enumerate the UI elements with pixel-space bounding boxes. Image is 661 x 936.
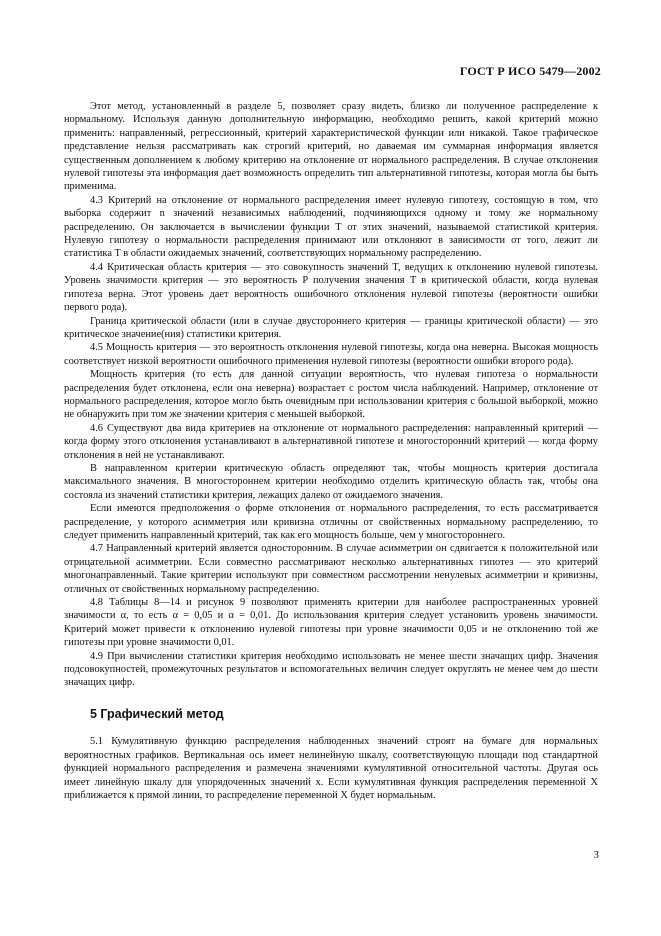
paragraph-4-5: 4.5 Мощность критерия — это вероятность отклонения нулевой гипотезы, когда она неверна. Высокая мощность соответствует низкой вероятности ошибочного применения нулевой гипотезы (вероятности ошибки второго рода). <box>64 342 598 367</box>
section-title: 5 Графический метод <box>90 706 224 721</box>
paragraph-4-8: 4.8 Таблицы 8—14 и рисунок 9 позволяют применять критерии для наиболее распространенных уровней значимости α, то есть α = 0,05 и α = 0,01. До использования критерия следует установить уровень значимости. Критерий может привести к отклонению нулевой гипотезы при уровне значимости 0,05 и не отклонению той же гипотезы при уровне значимости 0,01. <box>64 597 598 649</box>
paragraph-critical-boundary: Граница критической области (или в случае двустороннего критерия — границы критической области) — это критическое значение(ния) статистики критерия. <box>64 315 598 340</box>
paragraph-4-3: 4.3 Критерий на отклонение от нормального распределения имеет нулевую гипотезу, состоящую в том, что выборка содержит n значений независимых наблюдений, подчиняющихся одному и тому же нормальному распределению. Он заключается в вычислении функции T от этих значений, называемой статистикой критерия. Нулевую гипотезу о нормальности распределения принимают или отклоняют в зависимости от того, лежит ли статистика T в области ожидаемых значений, соответствующих нормальному распределению. <box>64 194 598 260</box>
paragraph-4-4: 4.4 Критическая область критерия — это совокупность значений T, ведущих к отклонению нулевой гипотезы. Уровень значимости критерия — это вероятность P получения значения T в критической области, когда нулевая гипотеза верна. Этот уровень дает вероятность ошибочного отклонения нулевой гипотезы (вероятности ошибки первого рода). <box>64 261 598 314</box>
paragraph-5-1: 5.1 Кумулятивную функцию распределения наблюденных значений строят на бумаге для нормальных вероятностных графиков. Вертикальная ось имеет нелинейную шкалу, соответствующую площади под стандартной функцией нормального распределения и размечена значениями кумулятивной относительной частоты. Другая ось имеет линейную шкалу для упорядоченных значений x. Если кумулятивная функция распределения переменной X приближается к прямой линии, то распределение переменной X будет нормальным. <box>64 736 598 801</box>
paragraph-4-9: 4.9 При вычислении статистики критерия необходимо использовать не менее шести значащих цифр. Значения подсовокупностей, промежуточных результатов и вспомогательных величин следует округлять не менее чем до шести значащих цифр. <box>64 650 598 689</box>
paragraph-directional: В направленном критерии критическую область определяют так, чтобы мощность критерия достигала максимального значения. В многостороннем критерии необходимо отделить критическую область так, чтобы она состояла из значений статистики критерия, лежащих далеко от ожидаемого значения. <box>64 462 598 501</box>
page-number: 3 <box>593 849 599 861</box>
paragraph-power: Мощность критерия (то есть для данной ситуации вероятность, что нулевая гипотеза о нормальности распределения будет отклонена, если она неверна) возрастает с ростом числа наблюдений. Например, отклонение от нормального распределения, которое могло быть очевидным при использовании критерия с большой выборкой, можно не обнаружить при том же значении критерия с меньшей выборкой. <box>64 369 598 421</box>
paragraph-4-7: 4.7 Направленный критерий является односторонним. В случае асимметрии он сдвигается к положительной или отрицательной асимметрии. Если совместно рассматривают несколько альтернативных гипотез — это критерий многонаправленный. Такие критерии используют при совместном рассмотрении ненулевых асимметрии и кривизны, отличных от свойственных нормальному распределению. <box>64 543 598 595</box>
paragraph-4-6: 4.6 Существуют два вида критериев на отклонение от нормального распределения: направленный критерий — когда форму этого отклонения устанавливают в альтернативной гипотезе и многосторонний критерий — когда форму отклонения в ней не устанавливают. <box>64 422 598 461</box>
document-body <box>64 100 598 802</box>
paragraph-assumptions: Если имеются предположения о форме отклонения от нормального распределения, то есть рассматривается распределение, у которого асимметрия или кривизна отличны от свойственных нормальному распределению, то следует применить направленный критерий, так как его мощность больше, чем у многостороннего. <box>64 503 598 541</box>
page-header: ГОСТ Р ИСО 5479—2002 <box>459 64 601 78</box>
paragraph-intro: Этот метод, установленный в разделе 5, позволяет сразу видеть, близко ли полученное распределение к нормальному. Используя данную дополнительную информацию, необходимо решить, какой критерий можно применить: направленный, регрессионный, критерий характеристической функции или никакой. Такое графическое представление нельзя рассматривать как строгий критерий, но даваемая им суммарная информация является существенным дополнением к любому критерию на отклонение от нормального распределения. В случае отклонения нулевой гипотезы эта информация дает возможность определить тип альтернативной гипотезы, которая могла бы быть применима. <box>64 101 598 193</box>
